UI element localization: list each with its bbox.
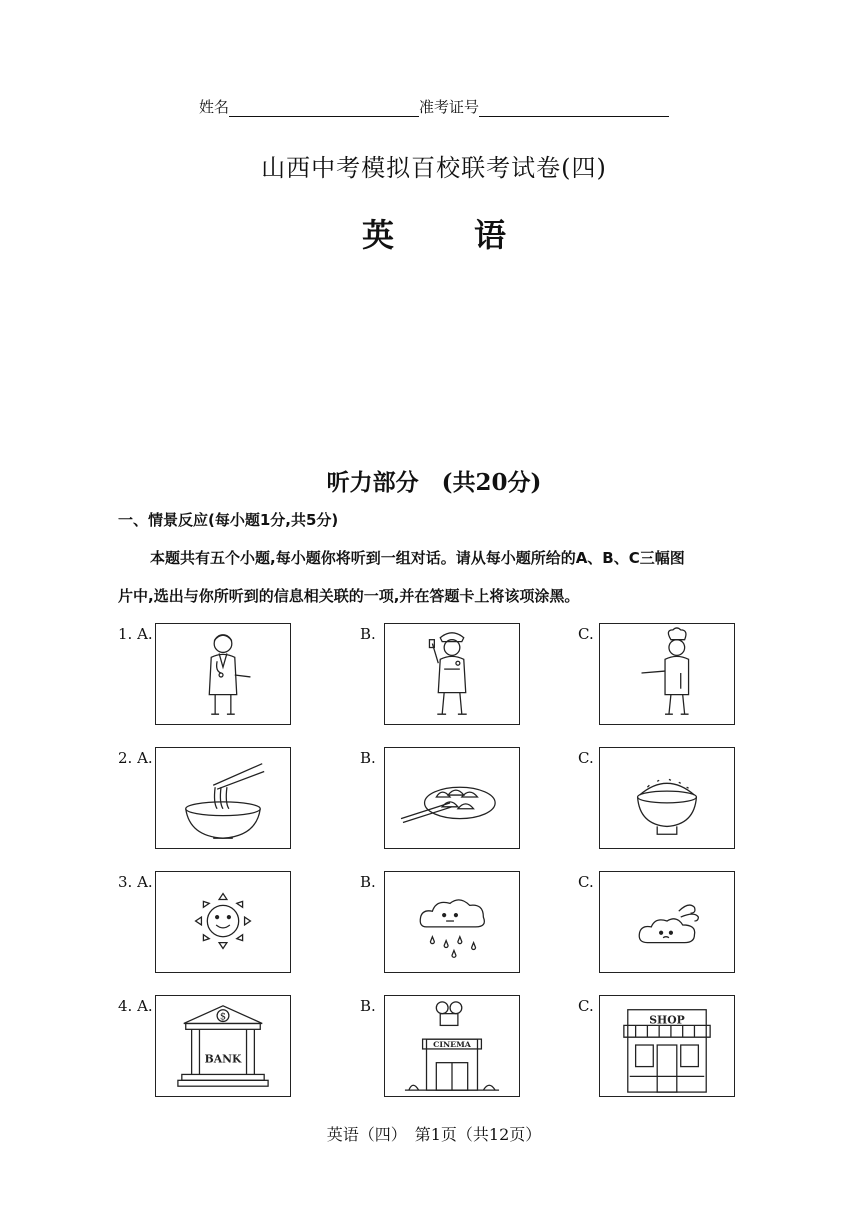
option-4c-image[interactable] (599, 995, 735, 1097)
bank-sign-text: BANK (204, 1052, 242, 1066)
doctor-icon (156, 624, 290, 724)
option-3b-image[interactable] (384, 871, 520, 973)
question-2-option-b-label: B. (360, 749, 376, 767)
question-2-option-c-label: C. (578, 749, 594, 767)
question-4-label: 4. A. (118, 997, 153, 1015)
cinema-sign-text: CINEMA (433, 1039, 471, 1049)
question-1-label: 1. A. (118, 625, 153, 643)
question-2-label: 2. A. (118, 749, 153, 767)
name-blank (229, 102, 419, 117)
question-4-option-b-label: B. (360, 997, 376, 1015)
option-2b-image[interactable] (384, 747, 520, 849)
rice-bowl-icon (600, 748, 734, 848)
option-1a-image[interactable] (155, 623, 291, 725)
option-1b-image[interactable] (384, 623, 520, 725)
question-1-option-b-label: B. (360, 625, 376, 643)
candidate-info-line (0, 96, 868, 117)
subject-char-2: 语 (474, 216, 507, 254)
windy-cloud-icon (600, 872, 734, 972)
subject-char-1: 英 (361, 216, 394, 254)
question-1-option-c-label: C. (578, 625, 594, 643)
shop-icon (600, 996, 734, 1096)
subject-title (0, 210, 868, 256)
question-3-option-c-label: C. (578, 873, 594, 891)
shop-sign-text: SHOP (649, 1013, 685, 1027)
question-3-option-b-label: B. (360, 873, 376, 891)
noodles-icon (156, 748, 290, 848)
option-2a-image[interactable] (155, 747, 291, 849)
section-title: 听力部分 (共20分) (326, 469, 542, 496)
instruction-line-1: 本题共有五个小题,每小题你将听到一组对话。请从每小题所给的A、B、C三幅图 (150, 549, 685, 567)
sun-icon (156, 872, 290, 972)
name-label: 姓名 (198, 98, 229, 116)
question-3-label: 3. A. (118, 873, 153, 891)
bank-icon (156, 996, 290, 1096)
option-1c-image[interactable] (599, 623, 735, 725)
option-4b-image[interactable] (384, 995, 520, 1097)
chef-icon (600, 624, 734, 724)
exam-number-blank (479, 102, 669, 117)
police-officer-icon (385, 624, 519, 724)
part-title: 一、情景反应(每小题1分,共5分) (118, 511, 339, 529)
page-footer: 英语（四） 第1页（共12页） (326, 1125, 542, 1144)
option-3a-image[interactable] (155, 871, 291, 973)
option-2c-image[interactable] (599, 747, 735, 849)
exam-number-label: 准考证号 (419, 98, 480, 116)
question-4-option-c-label: C. (578, 997, 594, 1015)
bank-dollar-text: $ (219, 1011, 227, 1023)
rain-cloud-icon (385, 872, 519, 972)
exam-title: 山西中考模拟百校联考试卷(四) (261, 154, 607, 182)
dumplings-icon (385, 748, 519, 848)
instruction-line-2: 片中,选出与你所听到的信息相关联的一项,并在答题卡上将该项涂黑。 (118, 587, 580, 605)
cinema-icon (385, 996, 519, 1096)
option-4a-image[interactable] (155, 995, 291, 1097)
option-3c-image[interactable] (599, 871, 735, 973)
